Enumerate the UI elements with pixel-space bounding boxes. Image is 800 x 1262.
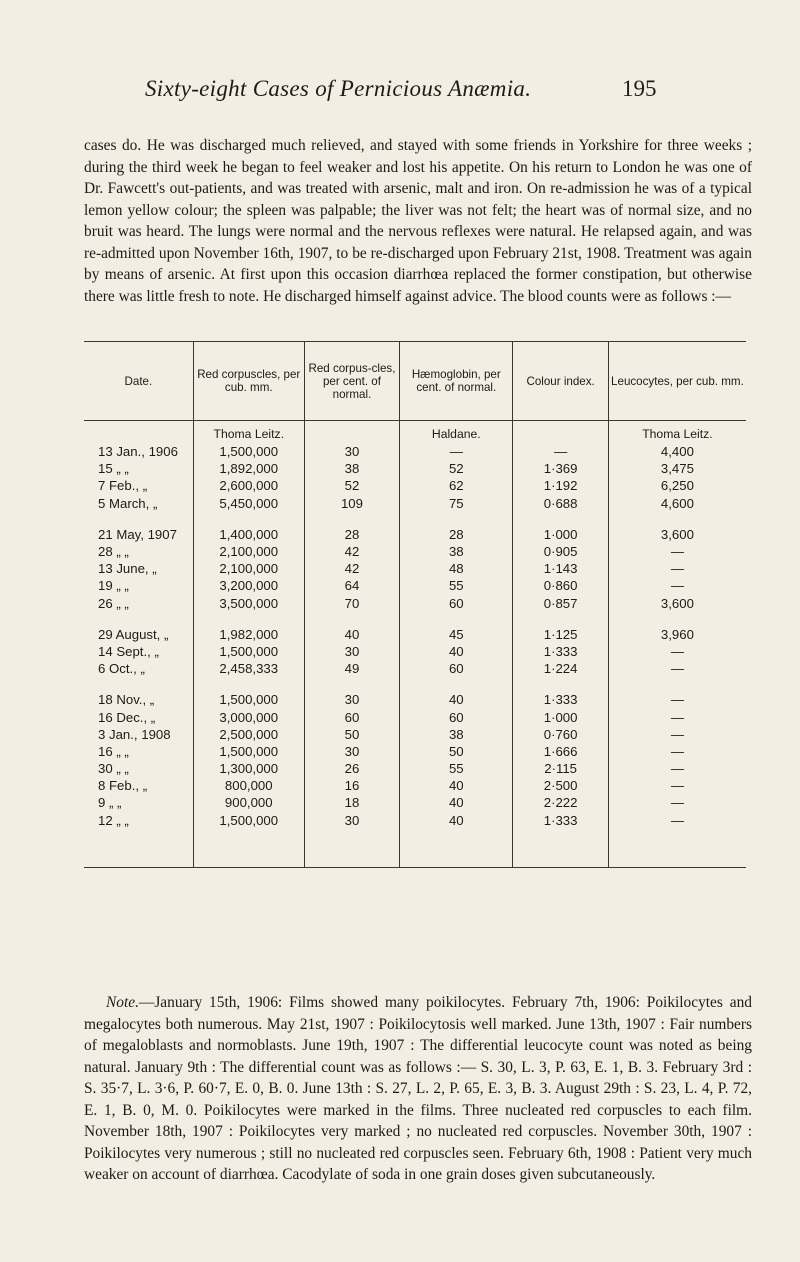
cell-haemoglobin: 38 xyxy=(400,726,513,743)
cell-red-corpuscles: 3,200,000 xyxy=(193,577,304,594)
cell-red-percent: 30 xyxy=(304,443,399,460)
cell-haemoglobin: 28 xyxy=(400,512,513,543)
cell-haemoglobin: 52 xyxy=(400,460,513,477)
cell-leucocytes: 3,475 xyxy=(660,461,694,477)
table-subheader-row xyxy=(84,421,746,444)
cell-date: 9 „ „ xyxy=(84,794,193,811)
cell-red-corpuscles: 2,500,000 xyxy=(193,726,304,743)
cell-red-corpuscles: 1,400,000 xyxy=(193,512,304,543)
table-row xyxy=(84,595,746,612)
cell-red-corpuscles: 900,000 xyxy=(193,794,304,811)
cell-date: 16 Dec., „ xyxy=(84,708,193,725)
cell-date: 18 Nov., „ xyxy=(84,677,193,708)
cell-colour-index: 1·369 xyxy=(513,460,608,477)
cell-colour-index: 0·905 xyxy=(513,543,608,560)
cell-date: 12 „ „ xyxy=(84,812,193,868)
cell-colour-index: 0·688 xyxy=(513,495,608,512)
cell-haemoglobin: 55 xyxy=(400,577,513,594)
cell-haemoglobin: 40 xyxy=(400,643,513,660)
cell-date: 16 „ „ xyxy=(84,743,193,760)
cell-date: 26 „ „ xyxy=(84,595,193,612)
cell-leucocytes: — xyxy=(670,661,685,677)
cell-red-corpuscles: 2,600,000 xyxy=(193,477,304,494)
cell-leucocytes: — xyxy=(670,761,685,777)
cell-red-percent: 52 xyxy=(304,477,399,494)
cell-leucocytes: 4,400 xyxy=(660,444,694,460)
subheader-red-method: Thoma Leitz. xyxy=(193,421,304,444)
cell-haemoglobin: 40 xyxy=(400,677,513,708)
cell-leucocytes: — xyxy=(670,795,685,811)
cell-red-corpuscles: 1,500,000 xyxy=(193,677,304,708)
header-haemoglobin: Hæmoglobin, per cent. of normal. xyxy=(400,342,513,421)
note-lead: Note. xyxy=(106,994,139,1012)
cell-colour-index: 1·143 xyxy=(513,560,608,577)
cell-haemoglobin: 40 xyxy=(400,794,513,811)
cell-leucocytes: — xyxy=(670,643,685,659)
cell-leucocytes: 4,600 xyxy=(660,495,694,511)
cell-red-percent: 30 xyxy=(304,812,399,868)
cell-red-corpuscles: 1,500,000 xyxy=(193,812,304,868)
cell-date: 15 „ „ xyxy=(84,460,193,477)
subheader-haemo-method: Haldane. xyxy=(400,421,513,444)
cell-date: 19 „ „ xyxy=(84,577,193,594)
note-text: —January 15th, 1906: Films showed many poikilocytes. February 7th, 1906: Poikilocytes and megalocytes both numerous. May 21st, 1907 : Poikilocytosis well marked. June 13th, 1907 : Fair numbers of megaloblasts and normoblasts. June 19th, 1907 : The differential leucocyte count was noted as being natural. January 9th : The differential count was as follows :— S. 30, L. 3, P. 63, E. 1, B. 3. February 3rd : S. 35·7, L. 3·6, P. 60·7, E. 0, B. 0. June 13th : S. 27, L. 2, P. 65, E. 3, B. 3. August 29th : S. 23, L. 4, P. 72, E. 1, B. 0, M. 0. Poikilocytes were marked in the films. Three nucleated red corpuscles to each film. November 18th, 1907 : Poikilocytes very marked ; no nucleated red corpuscles. November 30th, 1907 : Poikilocytes very numerous ; still no nucleated red corpuscles seen. February 6th, 1908 : Patient very much weaker on account of diarrhœa. Cacodylate of soda in one grain doses given subcutaneously. xyxy=(84,994,752,1184)
cell-red-percent: 40 xyxy=(304,612,399,643)
cell-leucocytes: — xyxy=(670,578,685,594)
cell-red-corpuscles: 1,500,000 xyxy=(193,643,304,660)
cell-red-percent: 109 xyxy=(304,495,399,512)
cell-red-corpuscles: 2,100,000 xyxy=(193,560,304,577)
table-row xyxy=(84,743,746,760)
cell-colour-index: 1·224 xyxy=(513,660,608,677)
table-row xyxy=(84,660,746,677)
table-row xyxy=(84,512,746,543)
cell-haemoglobin: 60 xyxy=(400,595,513,612)
cell-colour-index: 1·333 xyxy=(513,812,608,868)
subheader-leuco-method: Thoma Leitz. xyxy=(642,426,713,441)
header-red-corpuscles: Red corpuscles, per cub. mm. xyxy=(193,342,304,421)
intro-paragraph: cases do. He was discharged much relieved, and stayed with some friends in Yorkshire for three weeks ; during the third week he began to feel weaker and lost his appetite. On his return to London he was one of Dr. Fawcett's out-patients, and was treated with arsenic, malt and iron. On re-admission he was of a typical lemon yellow colour; the spleen was palpable; the liver was not felt; the heart was of normal size, and no bruit was heard. The lungs were normal and the nervous reflexes were natural. He relapsed again, and was re-admitted upon November 16th, 1907, to be re-discharged upon February 21st, 1908. Treatment was again by means of arsenic. At first upon this occasion diarrhœa replaced the former constipation, but otherwise there was little fresh to note. He discharged himself against advice. The blood counts were as follows :— xyxy=(84,137,752,305)
cell-colour-index: 1·000 xyxy=(513,708,608,725)
cell-red-percent: 30 xyxy=(304,677,399,708)
cell-leucocytes: — xyxy=(670,692,685,708)
table-row xyxy=(84,726,746,743)
cell-leucocytes: 3,600 xyxy=(660,526,694,542)
cell-red-percent: 28 xyxy=(304,512,399,543)
cell-date: 29 August, „ xyxy=(84,612,193,643)
table-row xyxy=(84,777,746,794)
cell-haemoglobin: 55 xyxy=(400,760,513,777)
cell-date: 6 Oct., „ xyxy=(84,660,193,677)
table-header-row xyxy=(84,342,746,421)
cell-colour-index: 1·192 xyxy=(513,477,608,494)
cell-red-percent: 42 xyxy=(304,560,399,577)
cell-haemoglobin: 38 xyxy=(400,543,513,560)
blood-counts-table xyxy=(84,341,746,868)
cell-date: 7 Feb., „ xyxy=(84,477,193,494)
table-row xyxy=(84,477,746,494)
cell-red-corpuscles: 1,892,000 xyxy=(193,460,304,477)
page-number: 195 xyxy=(622,76,657,101)
cell-red-corpuscles: 1,500,000 xyxy=(193,743,304,760)
cell-haemoglobin: 62 xyxy=(400,477,513,494)
cell-red-corpuscles: 5,450,000 xyxy=(193,495,304,512)
cell-red-corpuscles: 1,982,000 xyxy=(193,612,304,643)
table-row xyxy=(84,443,746,460)
cell-colour-index: 0·860 xyxy=(513,577,608,594)
table-row xyxy=(84,643,746,660)
header-leucocytes: Leucocytes, per cub. mm. xyxy=(608,342,746,421)
cell-leucocytes: 3,960 xyxy=(660,626,694,642)
cell-red-percent: 16 xyxy=(304,777,399,794)
cell-red-corpuscles: 1,300,000 xyxy=(193,760,304,777)
table-row xyxy=(84,495,746,512)
cell-haemoglobin: 60 xyxy=(400,708,513,725)
cell-colour-index: — xyxy=(513,443,608,460)
cell-date: 5 March, „ xyxy=(84,495,193,512)
cell-leucocytes: — xyxy=(670,561,685,577)
cell-haemoglobin: 40 xyxy=(400,812,513,868)
running-header-title: Sixty-eight Cases of Pernicious Anæmia. xyxy=(145,76,532,101)
table-row xyxy=(84,760,746,777)
cell-red-corpuscles: 2,100,000 xyxy=(193,543,304,560)
cell-colour-index: 2·500 xyxy=(513,777,608,794)
cell-haemoglobin: 50 xyxy=(400,743,513,760)
table-row xyxy=(84,812,746,868)
cell-red-percent: 18 xyxy=(304,794,399,811)
cell-haemoglobin: 45 xyxy=(400,612,513,643)
cell-date: 3 Jan., 1908 xyxy=(84,726,193,743)
cell-haemoglobin: 60 xyxy=(400,660,513,677)
cell-red-percent: 70 xyxy=(304,595,399,612)
cell-red-percent: 42 xyxy=(304,543,399,560)
cell-red-corpuscles: 1,500,000 xyxy=(193,443,304,460)
cell-red-percent: 50 xyxy=(304,726,399,743)
table-row xyxy=(84,560,746,577)
table-row xyxy=(84,612,746,643)
header-colour-index: Colour index. xyxy=(513,342,608,421)
note-paragraph xyxy=(84,992,752,1186)
cell-colour-index: 1·333 xyxy=(513,643,608,660)
cell-red-corpuscles: 3,500,000 xyxy=(193,595,304,612)
cell-colour-index: 0·857 xyxy=(513,595,608,612)
cell-red-percent: 30 xyxy=(304,643,399,660)
table-row xyxy=(84,794,746,811)
table-row xyxy=(84,543,746,560)
cell-leucocytes: — xyxy=(608,812,746,868)
cell-colour-index: 1·000 xyxy=(513,512,608,543)
table-row xyxy=(84,577,746,594)
cell-haemoglobin: — xyxy=(400,443,513,460)
cell-red-corpuscles: 800,000 xyxy=(193,777,304,794)
header-red-percent: Red corpus-cles, per cent. of normal. xyxy=(304,342,399,421)
cell-red-corpuscles: 2,458,333 xyxy=(193,660,304,677)
cell-red-percent: 30 xyxy=(304,743,399,760)
cell-colour-index: 0·760 xyxy=(513,726,608,743)
cell-leucocytes: — xyxy=(670,544,685,560)
cell-date: 30 „ „ xyxy=(84,760,193,777)
cell-haemoglobin: 40 xyxy=(400,777,513,794)
cell-leucocytes: — xyxy=(670,743,685,759)
cell-date: 13 Jan., 1906 xyxy=(84,443,193,460)
cell-colour-index: 2·115 xyxy=(513,760,608,777)
cell-red-percent: 60 xyxy=(304,708,399,725)
cell-date: 14 Sept., „ xyxy=(84,643,193,660)
table-row xyxy=(84,708,746,725)
cell-red-percent: 64 xyxy=(304,577,399,594)
table-row xyxy=(84,677,746,708)
cell-haemoglobin: 48 xyxy=(400,560,513,577)
cell-colour-index: 1·333 xyxy=(513,677,608,708)
cell-red-corpuscles: 3,000,000 xyxy=(193,708,304,725)
cell-date: 13 June, „ xyxy=(84,560,193,577)
cell-leucocytes: — xyxy=(670,778,685,794)
cell-date: 28 „ „ xyxy=(84,543,193,560)
cell-red-percent: 49 xyxy=(304,660,399,677)
table-row xyxy=(84,460,746,477)
cell-red-percent: 38 xyxy=(304,460,399,477)
cell-leucocytes: — xyxy=(670,709,685,725)
cell-haemoglobin: 75 xyxy=(400,495,513,512)
cell-leucocytes: 3,600 xyxy=(660,595,694,611)
cell-colour-index: 1·666 xyxy=(513,743,608,760)
cell-date: 21 May, 1907 xyxy=(84,512,193,543)
cell-red-percent: 26 xyxy=(304,760,399,777)
cell-leucocytes: 6,250 xyxy=(660,478,694,494)
cell-colour-index: 1·125 xyxy=(513,612,608,643)
cell-date: 8 Feb., „ xyxy=(84,777,193,794)
cell-leucocytes: — xyxy=(670,726,685,742)
header-date: Date. xyxy=(84,342,193,421)
cell-colour-index: 2·222 xyxy=(513,794,608,811)
